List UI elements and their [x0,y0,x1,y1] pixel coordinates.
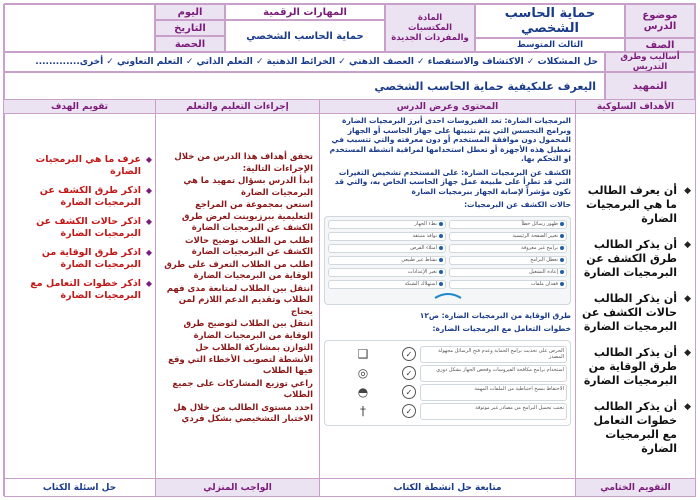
goal-item: ◆ أن يذكر الطالب خطوات التعامل مع البرمجيات الضارة [576,400,695,456]
detection-case-item [449,244,567,253]
day-label: اليوم [155,4,225,20]
class-label: الصف [625,38,695,52]
evaluation-column [3,114,155,480]
strategies-label: أساليب وطرق التدريس [605,52,695,72]
detection-case-item [449,256,567,265]
goals-header: الأهداف السلوكية [575,100,695,114]
shield-icon [328,289,567,301]
handling-step-row [328,365,567,382]
handling-step-row [328,384,567,401]
bullet-icon [439,270,443,274]
procedure-item: استعن بمجموعة من المراجع التعليمية ببرزبوينت لعرض طرق الكشف عن البرمجيات الضارة [181,200,313,233]
detection-case-label: إعادة التشغيل [529,269,558,275]
detection-case-label: امتلاء القرص [410,245,437,251]
bullet-icon [560,246,564,250]
detection-cases-title: حالات الكشف عن البرمجيات: [464,200,571,209]
topic-value: حماية الحاسب الشخصي [475,4,625,38]
procedure-item: اطلب من الطلاب توضيح حالات الكشف عن البرمجيات الضارة [184,235,313,257]
detection-cases-screen [324,216,571,305]
check-circle-icon: ✓ [398,365,420,382]
procedures-list [156,150,319,429]
handling-step-text: تجنب تحميل البرامج من مصادر غير موثوقة [420,403,567,420]
strategies-value: حل المشكلات ✓ الاكتشاف والاستقصاء ✓ العصف الذهني ✓ الخرائط الذهنية ✓ التعلم الذاتي ✓ التعلم التعاوني ✓ أخرى............. [3,52,605,72]
dish-icon: ◓ [357,385,369,399]
subject-label: المادة [417,13,443,23]
date-label: التاريخ [155,20,225,36]
detection-case-item [449,232,567,241]
procedure-item: انتقل بين الطلاب لمتابعة مدى فهم الطلاب وتقديم الدعم اللازم لمن يحتاج [166,283,313,317]
malware-definition: البرمجيات الضارة: تعد الفيروسات احدى أبرز البرمجيات الضارة وبرامج التجسس التي يتم تثبيتها على جهاز الحاسب أو الجهاز المحمول دون موافقة المستخدم أو دون معرفته والتي تتسبب في تعطيل هذه الأجهزة أو تعطل استخدامها لمراقبة انشطة المستخدم او التحكم بها. [329,116,571,163]
detection-case-label: تغير الإعدادات [407,269,437,275]
bullet-icon [560,234,564,238]
detection-case-label: ظهور رسائل خطأ [521,221,558,227]
check-circle-icon: ✓ [398,346,420,363]
procedure-item: انتقل بين الطلاب لتوضيح طرق الوقاية من البرمجيات الضارة [183,319,313,341]
bullet-icon [560,282,564,286]
procedure-item: ابدأ الدرس بسؤال تمهيد ما هي البرمجيات الضارة [183,176,313,198]
detection-case-item [328,232,446,241]
bullet-icon [439,282,443,286]
evaluation-item: ◆ اذكر طرق الوقاية من البرمجيات الضارة [4,247,155,271]
cutlery-icon: † [360,404,366,418]
detection-case-item [449,280,567,289]
header [5,4,695,100]
subject-value: المكتسبات والمفردات الجديدة [391,23,469,43]
bullet-icon [439,234,443,238]
detection-case-item [449,268,567,277]
detection-case-label: بطء الجهاز [414,221,437,227]
intro-value: اليعرف علىكيفية حماية الحاسب الشخصي [3,72,605,100]
bullet-icon [560,258,564,262]
homework-label: الواجب المنزلي [155,478,319,496]
detection-case-item [328,280,446,289]
goal-item: ◆ أن يذكر الطالب حالات الكشف عن البرمجيات الضارة [576,292,695,334]
goal-item: ◆ أن يعرف الطالب ما هي البرمجيات الضارة [576,184,695,226]
unit-value: حماية الحاسب الشخصي [225,20,385,52]
handling-step-row [328,403,567,420]
handling-step-text: الحرص على تحديث برامج الحماية وعدم فتح الرسائل مجهولة المصدر [420,346,567,363]
bullet-icon [560,222,564,226]
blank-cell [3,4,155,52]
procedure-item: تحقق أهداف هذا الدرس من خلال الإجراءات التالية: [174,152,313,174]
evaluation-header: تقويم الهدف [3,100,155,114]
bullet-icon [439,222,443,226]
detection-case-label: تغيير الصفحة الرئيسية [512,233,558,239]
malware-detection: الكشف عن البرمجيات الضارة: على المستخدم تشخيص التغيرات التي قد تطرأ على طبيعة عمل جهاز الحاسب الخاص به، والتي قد تكون مؤشراً لإصابة الجهاز ببرمجيات الضارة [334,167,571,196]
check-circle-icon: ✓ [398,403,420,420]
detection-case-label: تعطل البرامج [530,257,558,263]
procedure-item: التوازن بمشاركة الطلاب حل الأنشطة لتصويب الأخطاء التي وقع فيها الطلاب [168,343,313,376]
bullet-icon [439,246,443,250]
procedures-column [155,114,319,480]
plate-icon: ◎ [357,366,369,380]
prevention-title: طرق الوقاية من البرمجيات الضارة: ص١٢ [419,310,571,320]
detection-case-label: نشاط غير طبيعي [401,257,437,263]
goal-item: ◆ أن يذكر الطالب طرق الكشف عن البرمجيات الضارة [576,238,695,280]
content-column [319,114,575,480]
evaluation-item: ◆ اذكر طرق الكشف عن البرمجيات الضارة [4,185,155,209]
detection-case-item [328,256,446,265]
evaluation-item: ◆ عرف ما هي البرمجيات الضارة [4,154,155,178]
handling-step-text: الاحتفاظ بنسخ احتياطية من الملفات المهمة [420,384,567,401]
detection-case-item [449,220,567,229]
class-value: الثالث المتوسط [475,38,625,52]
evaluation-item: ◆ اذكر خطوات التعامل مع البرمجيات الضارة [4,278,155,302]
detection-case-label: استهلاك الشبكة [404,281,437,287]
check-circle-icon: ✓ [398,384,420,401]
content-header: المحتوى وعرض الدرس [319,100,575,114]
bullet-icon [560,270,564,274]
procedure-item: راعي توزيع المشاركات على جميع الطلاب [172,378,313,400]
lesson-plan [4,3,696,497]
handling-step-text: استخدام برامج مكافحة الفيروسات وفحص الجهاز بشكل دوري [420,365,567,382]
unit-label: المهارات الرقمية [225,4,385,20]
final-evaluation-label: التقويم الختامي [575,478,695,496]
detection-case-label: نوافذ منبثقة [412,233,437,239]
followup-value: متابعة حل انشطة الكتاب [319,478,575,496]
procedure-item: احدد مستوى الطالب من خلال هل الاختبار التشخيصي بشكل فردي [173,402,313,424]
topic-label: موضوع الدرس [625,4,695,38]
handling-title: خطوات التعامل مع البرمجيات الضارة: [432,324,571,333]
detection-case-label: برامج غير معروفة [521,245,558,251]
detection-case-label: فقدان ملفات [530,281,558,287]
procedures-header: إجراءات التعليم والتعلم [155,100,319,114]
goal-item: ◆ أن يذكر الطالب طرق الوقاية من البرمجيات الضارة [576,346,695,388]
goals-column [575,114,695,480]
basket-icon: ❑ [357,347,369,361]
book-questions-value: حل اسئلة الكتاب [3,478,155,496]
detection-case-item [328,244,446,253]
intro-label: التمهيد [605,72,695,100]
evaluation-item: ◆ اذكر حالات الكشف عن البرمجيات الضارة [4,216,155,240]
detection-case-item [328,268,446,277]
detection-cases-grid [328,220,567,289]
period-label: الحصة [155,36,225,52]
subject-cell [385,4,475,52]
handling-steps-box [324,340,571,426]
procedure-item: اطلب من الطلاب التعرف على طرق الوقاية من البرمجيات الضارة [164,259,313,281]
handling-step-row [328,346,567,363]
bullet-icon [439,258,443,262]
detection-case-item [328,220,446,229]
